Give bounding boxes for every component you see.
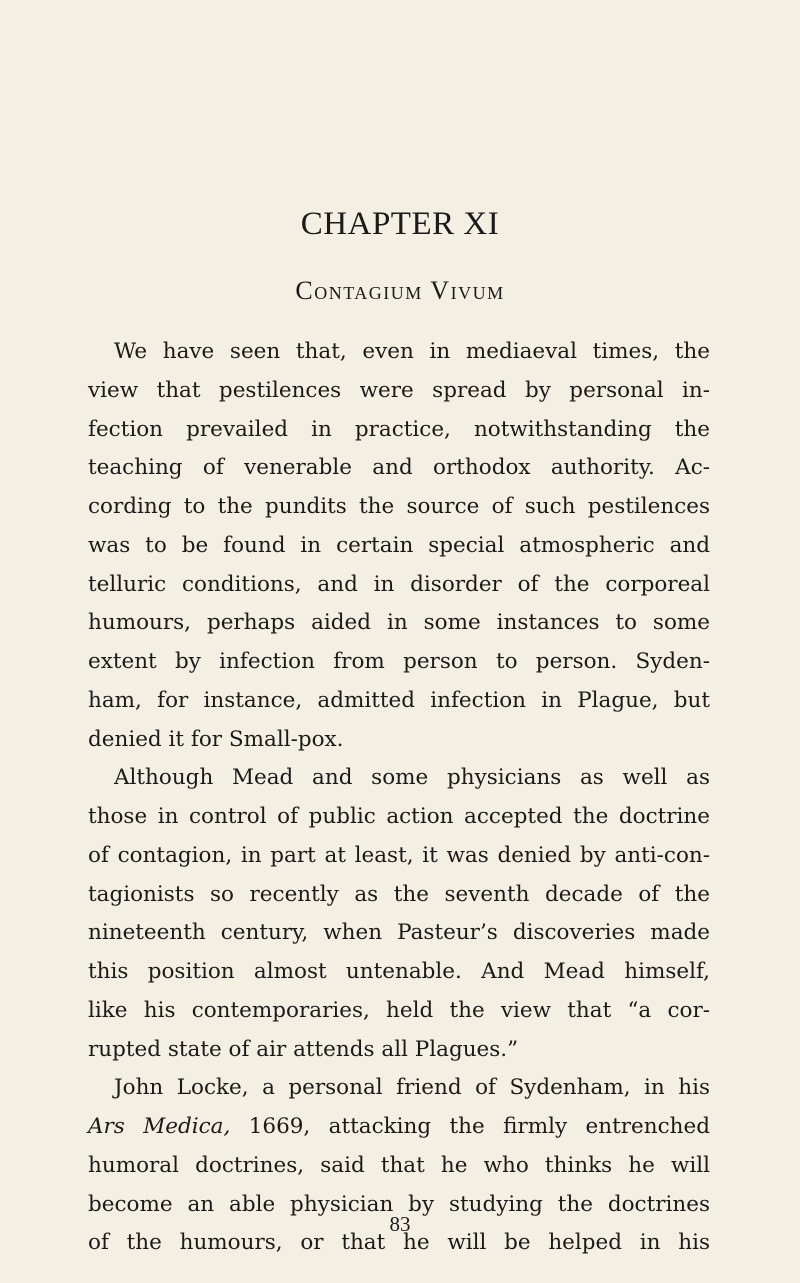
text-line: rupted state of air attends all Plagues.”: [88, 1036, 519, 1062]
text-line: view that pestilences were spread by personal in-: [88, 377, 710, 403]
text-line: those in control of public action accepted the doctrine: [88, 804, 710, 829]
text-line: nineteenth century, when Pasteur’s discoveries made: [88, 920, 710, 946]
text-line: humoral doctrines, said that he who thinks he will: [88, 1152, 710, 1178]
text-line: cording to the pundits the source of such pestilences: [88, 494, 710, 519]
body-text: [88, 333, 710, 1263]
text-line: become an able physician by studying the doctrines: [88, 1191, 710, 1217]
text-line: telluric conditions, and in disorder of the corporeal: [88, 571, 710, 597]
text-line: like his contemporaries, held the view that “a cor-: [88, 997, 710, 1023]
text-line: fection prevailed in practice, notwithstanding the: [88, 416, 710, 442]
text-line: [88, 1108, 710, 1147]
chapter-number: CHAPTER XI: [300, 206, 500, 242]
text-line: extent by infection from person to person. Syden-: [88, 649, 710, 674]
page-number: 83: [389, 1212, 411, 1236]
text-line: teaching of venerable and orthodox authority. Ac-: [88, 455, 710, 481]
text-line: was to be found in certain special atmospheric and: [88, 532, 710, 558]
text-line: of the humours, or that he will be helped in his: [88, 1230, 710, 1256]
text-line: of contagion, in part at least, it was denied by anti-con-: [88, 842, 710, 868]
italic-title: Ars Medica,: [88, 1114, 231, 1139]
chapter-title: Contagium Vivum: [295, 276, 505, 305]
text-line: denied it for Small-pox.: [88, 726, 344, 752]
text-line: ham, for instance, admitted infection in Plague, but: [88, 687, 710, 713]
text-line: this position almost untenable. And Mead himself,: [88, 959, 710, 984]
text-line: John Locke, a personal friend of Sydenham, in his: [114, 1075, 710, 1101]
text-line: We have seen that, even in mediaeval times, the: [114, 339, 710, 364]
text-line: tagionists so recently as the seventh decade of the: [88, 881, 710, 907]
text-line: Although Mead and some physicians as well as: [114, 765, 710, 791]
text-span: 1669, attacking the firmly entrenched: [230, 1114, 710, 1139]
text-line: humours, perhaps aided in some instances to some: [88, 610, 710, 636]
